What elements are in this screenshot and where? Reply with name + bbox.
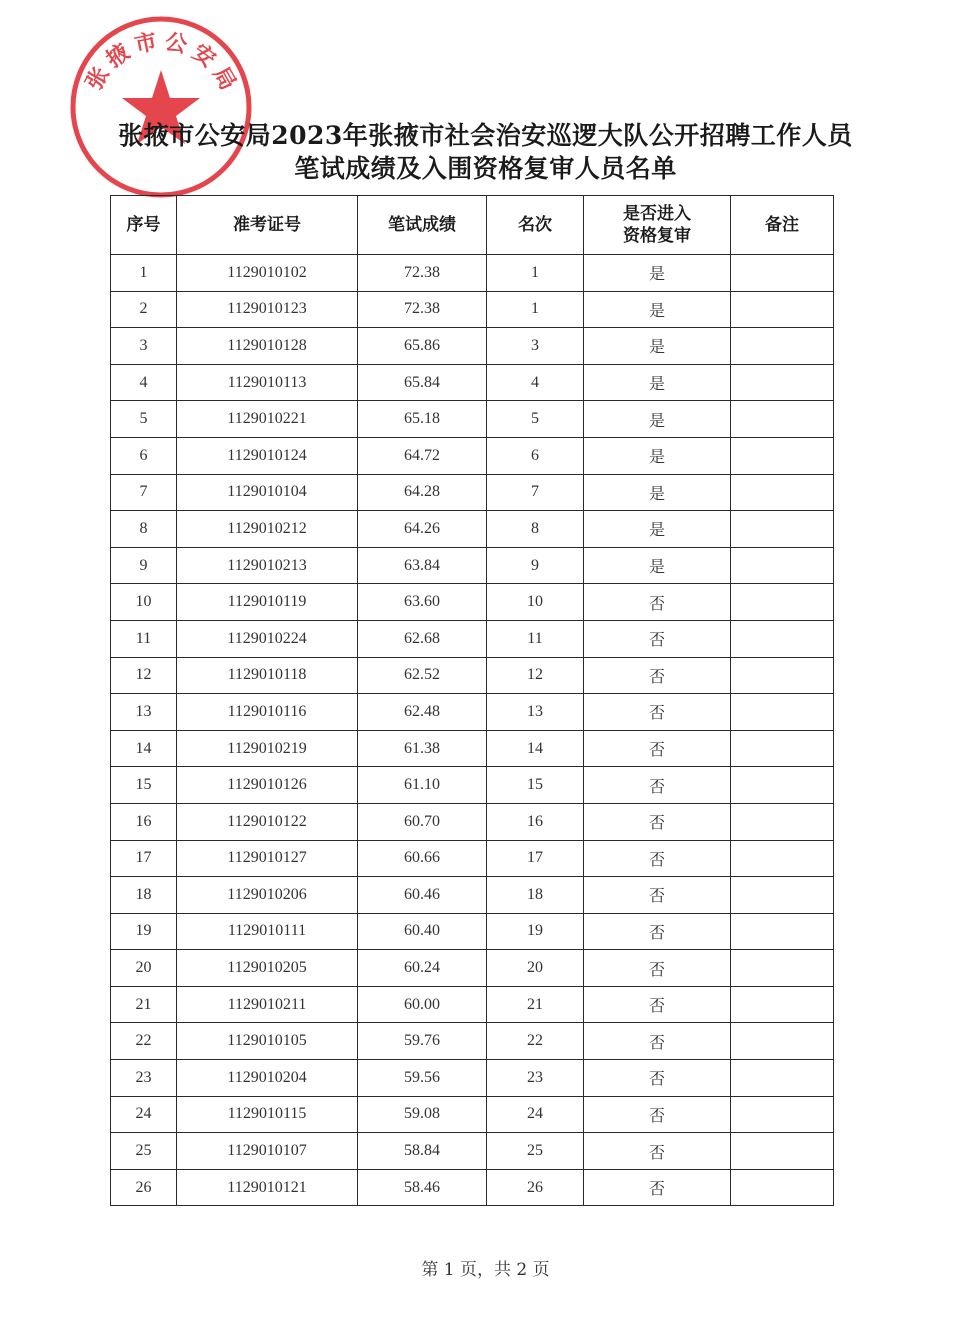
cell-remark xyxy=(731,1169,834,1206)
cell-seq: 21 xyxy=(111,986,177,1023)
table-row xyxy=(111,1060,834,1097)
cell-review: 是 xyxy=(584,511,731,548)
cell-review: 是 xyxy=(584,437,731,474)
cell-exam-id: 1129010126 xyxy=(177,767,358,804)
cell-rank: 22 xyxy=(487,1023,584,1060)
table-row xyxy=(111,986,834,1023)
cell-remark xyxy=(731,328,834,365)
cell-rank: 10 xyxy=(487,584,584,621)
cell-exam-id: 1129010219 xyxy=(177,730,358,767)
cell-seq: 24 xyxy=(111,1096,177,1133)
header-review-line2: 资格复审 xyxy=(623,226,691,246)
header-review-line1: 是否进入 xyxy=(623,204,691,224)
cell-review: 否 xyxy=(584,1133,731,1170)
cell-rank: 8 xyxy=(487,511,584,548)
cell-rank: 18 xyxy=(487,877,584,914)
cell-seq: 11 xyxy=(111,620,177,657)
cell-score: 58.84 xyxy=(358,1133,487,1170)
table-row xyxy=(111,657,834,694)
cell-seq: 25 xyxy=(111,1133,177,1170)
cell-score: 72.38 xyxy=(358,291,487,328)
cell-seq: 10 xyxy=(111,584,177,621)
cell-score: 61.10 xyxy=(358,767,487,804)
table-row xyxy=(111,803,834,840)
cell-review: 否 xyxy=(584,767,731,804)
cell-rank: 25 xyxy=(487,1133,584,1170)
cell-remark xyxy=(731,474,834,511)
cell-remark xyxy=(731,291,834,328)
cell-score: 62.68 xyxy=(358,620,487,657)
table-row xyxy=(111,1023,834,1060)
header-exam-id: 准考证号 xyxy=(177,196,358,255)
table-row xyxy=(111,437,834,474)
cell-remark xyxy=(731,511,834,548)
cell-seq: 8 xyxy=(111,511,177,548)
table-row xyxy=(111,364,834,401)
page-title-line2: 笔试成绩及入围资格复审人员名单 xyxy=(294,154,677,183)
cell-remark xyxy=(731,1023,834,1060)
cell-exam-id: 1129010102 xyxy=(177,255,358,292)
cell-review: 是 xyxy=(584,291,731,328)
cell-rank: 16 xyxy=(487,803,584,840)
cell-rank: 4 xyxy=(487,364,584,401)
cell-exam-id: 1129010128 xyxy=(177,328,358,365)
cell-remark xyxy=(731,401,834,438)
cell-review: 否 xyxy=(584,1096,731,1133)
cell-exam-id: 1129010127 xyxy=(177,840,358,877)
cell-remark xyxy=(731,877,834,914)
cell-rank: 13 xyxy=(487,694,584,731)
cell-exam-id: 1129010121 xyxy=(177,1169,358,1206)
cell-seq: 2 xyxy=(111,291,177,328)
table-row xyxy=(111,1133,834,1170)
cell-remark xyxy=(731,657,834,694)
table-row xyxy=(111,877,834,914)
cell-review: 是 xyxy=(584,474,731,511)
cell-exam-id: 1129010212 xyxy=(177,511,358,548)
header-rank: 名次 xyxy=(487,196,584,255)
cell-score: 58.46 xyxy=(358,1169,487,1206)
header-remark: 备注 xyxy=(731,196,834,255)
cell-score: 61.38 xyxy=(358,730,487,767)
cell-score: 65.18 xyxy=(358,401,487,438)
cell-seq: 3 xyxy=(111,328,177,365)
cell-exam-id: 1129010105 xyxy=(177,1023,358,1060)
cell-score: 62.48 xyxy=(358,694,487,731)
cell-score: 63.84 xyxy=(358,547,487,584)
cell-exam-id: 1129010115 xyxy=(177,1096,358,1133)
cell-review: 否 xyxy=(584,1060,731,1097)
table-row xyxy=(111,620,834,657)
cell-rank: 9 xyxy=(487,547,584,584)
cell-exam-id: 1129010123 xyxy=(177,291,358,328)
table-row xyxy=(111,913,834,950)
cell-rank: 19 xyxy=(487,913,584,950)
cell-rank: 11 xyxy=(487,620,584,657)
cell-review: 否 xyxy=(584,1023,731,1060)
header-review xyxy=(584,196,731,255)
cell-seq: 1 xyxy=(111,255,177,292)
cell-seq: 23 xyxy=(111,1060,177,1097)
cell-score: 59.08 xyxy=(358,1096,487,1133)
cell-rank: 26 xyxy=(487,1169,584,1206)
cell-seq: 6 xyxy=(111,437,177,474)
cell-seq: 9 xyxy=(111,547,177,584)
cell-rank: 5 xyxy=(487,401,584,438)
cell-score: 60.66 xyxy=(358,840,487,877)
cell-score: 65.86 xyxy=(358,328,487,365)
table-row xyxy=(111,328,834,365)
score-table xyxy=(110,195,834,1206)
cell-review: 否 xyxy=(584,803,731,840)
cell-review: 是 xyxy=(584,401,731,438)
cell-rank: 24 xyxy=(487,1096,584,1133)
cell-exam-id: 1129010213 xyxy=(177,547,358,584)
cell-seq: 4 xyxy=(111,364,177,401)
cell-review: 否 xyxy=(584,694,731,731)
cell-review: 否 xyxy=(584,1169,731,1206)
cell-exam-id: 1129010111 xyxy=(177,913,358,950)
cell-seq: 16 xyxy=(111,803,177,840)
table-row xyxy=(111,1096,834,1133)
cell-exam-id: 1129010221 xyxy=(177,401,358,438)
cell-remark xyxy=(731,620,834,657)
cell-seq: 13 xyxy=(111,694,177,731)
cell-remark xyxy=(731,694,834,731)
cell-score: 62.52 xyxy=(358,657,487,694)
cell-remark xyxy=(731,547,834,584)
table-row xyxy=(111,511,834,548)
header-seq: 序号 xyxy=(111,196,177,255)
cell-review: 是 xyxy=(584,364,731,401)
cell-remark xyxy=(731,584,834,621)
cell-remark xyxy=(731,767,834,804)
cell-seq: 18 xyxy=(111,877,177,914)
cell-rank: 6 xyxy=(487,437,584,474)
cell-rank: 7 xyxy=(487,474,584,511)
cell-exam-id: 1129010206 xyxy=(177,877,358,914)
cell-review: 否 xyxy=(584,620,731,657)
cell-exam-id: 1129010113 xyxy=(177,364,358,401)
cell-review: 否 xyxy=(584,730,731,767)
cell-review: 是 xyxy=(584,255,731,292)
cell-exam-id: 1129010205 xyxy=(177,950,358,987)
seal-letter: 掖 xyxy=(102,39,135,73)
header-score: 笔试成绩 xyxy=(358,196,487,255)
cell-review: 是 xyxy=(584,328,731,365)
cell-seq: 26 xyxy=(111,1169,177,1206)
seal-letter: 安 xyxy=(187,39,220,73)
table-row xyxy=(111,547,834,584)
cell-seq: 14 xyxy=(111,730,177,767)
cell-score: 59.76 xyxy=(358,1023,487,1060)
cell-score: 60.40 xyxy=(358,913,487,950)
page-footer: 第 1 页，共 2 页 xyxy=(421,1260,550,1280)
seal-letter: 市 xyxy=(132,29,160,59)
cell-seq: 5 xyxy=(111,401,177,438)
cell-review: 否 xyxy=(584,877,731,914)
cell-seq: 17 xyxy=(111,840,177,877)
cell-review: 否 xyxy=(584,986,731,1023)
cell-review: 否 xyxy=(584,840,731,877)
cell-exam-id: 1129010124 xyxy=(177,437,358,474)
table-row xyxy=(111,255,834,292)
table-row xyxy=(111,474,834,511)
cell-exam-id: 1129010224 xyxy=(177,620,358,657)
cell-rank: 21 xyxy=(487,986,584,1023)
seal-letter: 局 xyxy=(207,62,241,95)
cell-seq: 7 xyxy=(111,474,177,511)
cell-score: 60.00 xyxy=(358,986,487,1023)
table-row xyxy=(111,694,834,731)
cell-score: 64.26 xyxy=(358,511,487,548)
cell-remark xyxy=(731,437,834,474)
cell-remark xyxy=(731,1133,834,1170)
cell-remark xyxy=(731,986,834,1023)
table-row xyxy=(111,1169,834,1206)
cell-rank: 17 xyxy=(487,840,584,877)
cell-exam-id: 1129010107 xyxy=(177,1133,358,1170)
cell-score: 59.56 xyxy=(358,1060,487,1097)
cell-rank: 20 xyxy=(487,950,584,987)
cell-remark xyxy=(731,364,834,401)
cell-rank: 23 xyxy=(487,1060,584,1097)
table-row xyxy=(111,730,834,767)
cell-rank: 14 xyxy=(487,730,584,767)
cell-rank: 12 xyxy=(487,657,584,694)
cell-review: 否 xyxy=(584,657,731,694)
table-row xyxy=(111,584,834,621)
cell-remark xyxy=(731,730,834,767)
cell-review: 否 xyxy=(584,913,731,950)
cell-exam-id: 1129010122 xyxy=(177,803,358,840)
table-row xyxy=(111,767,834,804)
cell-exam-id: 1129010116 xyxy=(177,694,358,731)
cell-rank: 15 xyxy=(487,767,584,804)
cell-remark xyxy=(731,803,834,840)
cell-score: 64.72 xyxy=(358,437,487,474)
cell-score: 72.38 xyxy=(358,255,487,292)
cell-remark xyxy=(731,1060,834,1097)
cell-review: 否 xyxy=(584,584,731,621)
cell-exam-id: 1129010119 xyxy=(177,584,358,621)
cell-exam-id: 1129010211 xyxy=(177,986,358,1023)
page-title-line1: 张掖市公安局2023年张掖市社会治安巡逻大队公开招聘工作人员 xyxy=(118,121,853,150)
table-row xyxy=(111,950,834,987)
table-row xyxy=(111,291,834,328)
cell-exam-id: 1129010104 xyxy=(177,474,358,511)
cell-score: 60.24 xyxy=(358,950,487,987)
cell-score: 60.70 xyxy=(358,803,487,840)
table-header-row xyxy=(111,196,834,255)
cell-review: 否 xyxy=(584,950,731,987)
cell-score: 60.46 xyxy=(358,877,487,914)
cell-seq: 12 xyxy=(111,657,177,694)
cell-rank: 1 xyxy=(487,291,584,328)
cell-remark xyxy=(731,1096,834,1133)
cell-score: 64.28 xyxy=(358,474,487,511)
table-row xyxy=(111,401,834,438)
cell-seq: 15 xyxy=(111,767,177,804)
cell-score: 65.84 xyxy=(358,364,487,401)
seal-letter: 公 xyxy=(162,29,190,59)
table-row xyxy=(111,840,834,877)
cell-rank: 3 xyxy=(487,328,584,365)
cell-remark xyxy=(731,950,834,987)
cell-exam-id: 1129010118 xyxy=(177,657,358,694)
cell-seq: 19 xyxy=(111,913,177,950)
seal-letter: 张 xyxy=(81,62,115,95)
cell-seq: 20 xyxy=(111,950,177,987)
cell-remark xyxy=(731,255,834,292)
cell-remark xyxy=(731,840,834,877)
cell-review: 是 xyxy=(584,547,731,584)
cell-exam-id: 1129010204 xyxy=(177,1060,358,1097)
cell-seq: 22 xyxy=(111,1023,177,1060)
cell-rank: 1 xyxy=(487,255,584,292)
cell-score: 63.60 xyxy=(358,584,487,621)
cell-remark xyxy=(731,913,834,950)
